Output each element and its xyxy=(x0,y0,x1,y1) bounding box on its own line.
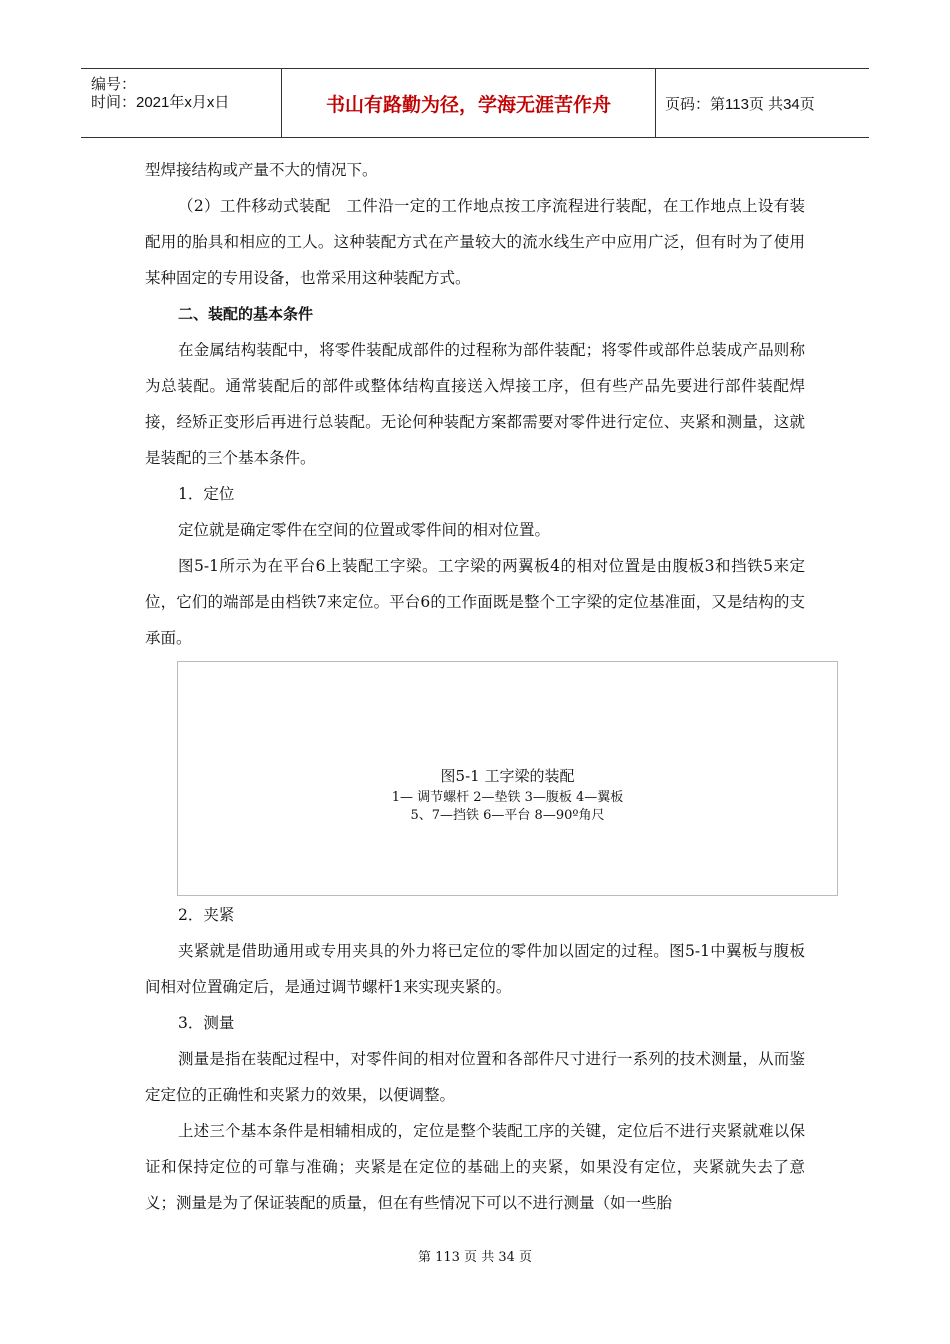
paragraph: （2）工件移动式装配 工件沿一定的工作地点按工序流程进行装配，在工作地点上设有装配用的胎具和相应的工人。这种装配方式在产量较大的流水线生产中应用广泛，但有时为了使用某种固定的专用设备，也常采用这种装配方式。 xyxy=(145,197,805,287)
figure-frame xyxy=(177,661,838,896)
doc-time-label: 时间：2021年x月x日 xyxy=(91,94,230,111)
header-meta xyxy=(81,69,282,137)
doc-number-label: 编号： xyxy=(91,76,137,93)
body-text-bottom xyxy=(145,897,805,1221)
paragraph: 图5-1所示为在平台6上装配工字梁。工字梁的两翼板4的相对位置是由腹板3和挡铁5来定位，它们的端部是由档铁7来定位。平台6的工作面既是整个工字梁的定位基准面，又是结构的支承面。 xyxy=(145,557,805,647)
figure-legend: 5、7—挡铁 6—平台 8—90º角尺 xyxy=(410,808,605,823)
section-heading: 二、装配的基本条件 xyxy=(178,305,314,323)
paragraph: 定位就是确定零件在空间的位置或零件间的相对位置。 xyxy=(178,521,551,539)
body-text-top xyxy=(145,152,805,656)
subheading: 1．定位 xyxy=(178,485,235,503)
paragraph: 型焊接结构或产量不大的情况下。 xyxy=(145,161,378,179)
page-footer: 第 113 页 共 34 页 xyxy=(417,1250,533,1265)
paragraph: 上述三个基本条件是相辅相成的，定位是整个装配工序的关键，定位后不进行夹紧就难以保证和保持定位的可靠与准确；夹紧是在定位的基础上的夹紧，如果没有定位，夹紧就失去了意义；测量是为了保证装配的质量，但在有些情况下可以不进行测量（如一些胎 xyxy=(145,1122,805,1212)
subheading: 2．夹紧 xyxy=(178,906,235,924)
paragraph: 测量是指在装配过程中，对零件间的相对位置和各部件尺寸进行一系列的技术测量，从而鉴定定位的正确性和夹紧力的效果，以便调整。 xyxy=(145,1050,805,1104)
header-page-info: 页码：第113页 共34页 xyxy=(665,95,815,113)
paragraph: 在金属结构装配中，将零件装配成部件的过程称为部件装配；将零件或部件总装成产品则称为总装配。通常装配后的部件或整体结构直接送入焊接工序，但有些产品先要进行部件装配焊接，经矫正变形后再进行总装配。无论何种装配方案都需要对零件进行定位、夹紧和测量，这就是装配的三个基本条件。 xyxy=(145,341,805,467)
header-motto: 书山有路勤为径，学海无涯苦作舟 xyxy=(282,69,656,137)
page-header xyxy=(81,68,869,138)
paragraph: 夹紧就是借助通用或专用夹具的外力将已定位的零件加以固定的过程。图5-1中翼板与腹板间相对位置确定后，是通过调节螺杆1来实现夹紧的。 xyxy=(145,942,805,996)
figure-legend: 1— 调节螺杆 2—垫铁 3—腹板 4—翼板 xyxy=(391,790,624,805)
figure-caption: 图5-1 工字梁的装配 xyxy=(440,767,575,785)
subheading: 3．测量 xyxy=(178,1014,235,1032)
